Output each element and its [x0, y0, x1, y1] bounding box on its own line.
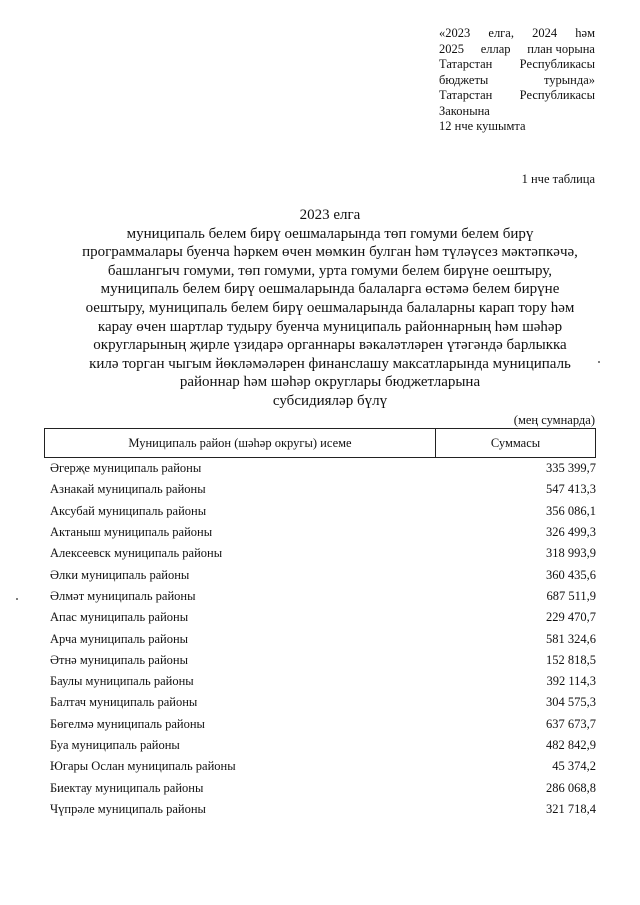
table-row [50, 543, 596, 564]
district-name: Буа муниципаль районы [50, 738, 180, 752]
table-row [50, 628, 596, 649]
annex-word: 12 нче кушымта [439, 119, 526, 133]
district-name: Арча муниципаль районы [50, 631, 189, 646]
table-row [50, 501, 596, 522]
district-amount: 286 068,8 [546, 780, 596, 795]
district-name: Бөгелмә муниципаль районы [50, 716, 205, 731]
scan-speck [598, 361, 600, 363]
district-name: Баулы муниципаль районы [50, 674, 194, 689]
title-line: районнар һәм шәһәр округлары бюджетларына [179, 374, 481, 391]
annex-word: 2024 [532, 26, 558, 40]
district-name: Әлмәт муниципаль районы [50, 588, 196, 603]
annex-line [439, 73, 595, 89]
annex-line [439, 26, 595, 42]
annex-line [439, 88, 595, 104]
table-number: 1 нче таблица [521, 172, 595, 186]
annex-word: бюджеты [439, 72, 489, 87]
district-amount: 581 324,6 [546, 631, 596, 646]
table-row [50, 586, 596, 607]
title-line: оештыру, муниципаль белем бирү оешмаларында балаларны карап тору һәм [85, 299, 575, 316]
header-district-name: Муниципаль район (шәһәр округы) исеме [45, 429, 436, 457]
table-row [50, 522, 596, 543]
district-name: Азнакай муниципаль районы [50, 482, 206, 497]
district-amount: 152 818,5 [546, 652, 596, 667]
district-amount: 637 673,7 [546, 716, 596, 731]
annex-word: Татарстан [439, 57, 493, 71]
table-row [50, 735, 596, 756]
district-name: Югары Ослан муниципаль районы [50, 759, 236, 774]
annex-word: елга, [488, 26, 514, 40]
annex-line [439, 57, 595, 73]
annex-line [439, 119, 595, 135]
district-name: Аксубай муниципаль районы [50, 503, 207, 518]
district-name: Алексеевск муниципаль районы [50, 546, 223, 561]
district-name: Актаныш муниципаль районы [50, 525, 213, 540]
table-row [50, 650, 596, 671]
district-amount: 360 435,6 [546, 567, 596, 582]
annex-line [439, 42, 595, 58]
table-row [50, 479, 596, 500]
table-body [50, 458, 596, 820]
district-amount: 356 086,1 [546, 503, 596, 518]
district-name: Апас муниципаль районы [50, 610, 189, 625]
annex-word: Республикасы [519, 88, 595, 102]
annex-word: һәм [575, 26, 595, 40]
district-amount: 687 511,9 [546, 588, 596, 603]
district-name: Әтнә муниципаль районы [50, 652, 189, 667]
title-line: округларының җирле үзидарә органнары вәкаләтләрен үтәгәндә барлыкка [93, 337, 567, 354]
table-row [50, 458, 596, 479]
annex-word: план чорына [527, 41, 595, 56]
units-note: (мең сумнарда) [513, 413, 595, 427]
header-amount: Суммасы [490, 435, 541, 450]
table-row [50, 777, 596, 798]
annex-word: Законына [439, 103, 490, 118]
annex-word: Татарстан [439, 88, 493, 102]
table-row [50, 714, 596, 735]
annex-word: турында» [543, 72, 595, 87]
table-row [50, 756, 596, 777]
annex-word: Республикасы [519, 57, 595, 71]
district-amount: 318 993,9 [546, 546, 596, 561]
district-name: Балтач муниципаль районы [50, 695, 198, 710]
scan-speck [16, 598, 18, 600]
table-header [44, 428, 596, 458]
table-row [50, 799, 596, 820]
district-amount: 335 399,7 [546, 461, 596, 476]
title-line: башлангыч гомуми, төп гомуми, урта гомуми белем бирүне оештыру, [107, 262, 553, 279]
district-amount: 229 470,7 [546, 610, 596, 625]
title-line: муниципаль белем бирү оешмаларында балаларга өстәмә белем бирүне [100, 281, 560, 298]
table-row [50, 607, 596, 628]
annex-word: еллар [480, 41, 511, 56]
title-line: килә торган чыгым йөкләмәләрен финанслашу максатларында муниципаль [89, 355, 571, 372]
document-title [70, 206, 590, 411]
title-line: 2023 елга [299, 207, 361, 223]
annex-word: «2023 [439, 26, 471, 40]
table-row [50, 692, 596, 713]
district-name: Чүпрәле муниципаль районы [50, 801, 206, 816]
district-amount: 392 114,3 [546, 674, 596, 689]
district-amount: 321 718,4 [546, 801, 596, 816]
table-row [50, 564, 596, 585]
title-line: программалары буенча һәркем өчен мөмкин булган һәм түләүсез мәктәпкәчә, [82, 244, 578, 261]
title-line: муниципаль белем бирү оешмаларында төп гомуми белем бирү [126, 225, 534, 242]
annex-word: 2025 [439, 41, 464, 56]
district-name: Биектау муниципаль районы [50, 780, 204, 795]
district-amount: 482 842,9 [546, 738, 596, 752]
district-amount: 45 374,2 [552, 759, 596, 774]
title-line: субсидияләр бүлү [272, 392, 388, 409]
district-amount: 326 499,3 [546, 525, 596, 540]
title-line: карау өчен шартлар тудыру буенча муниципаль районнарның һәм шәһәр [97, 318, 563, 335]
annex-reference [439, 26, 595, 135]
district-name: Әлки муниципаль районы [50, 567, 190, 582]
district-name: Әгерҗе муниципаль районы [50, 461, 202, 476]
district-amount: 547 413,3 [546, 482, 596, 497]
table-row [50, 671, 596, 692]
annex-line [439, 104, 595, 120]
district-amount: 304 575,3 [546, 695, 596, 710]
